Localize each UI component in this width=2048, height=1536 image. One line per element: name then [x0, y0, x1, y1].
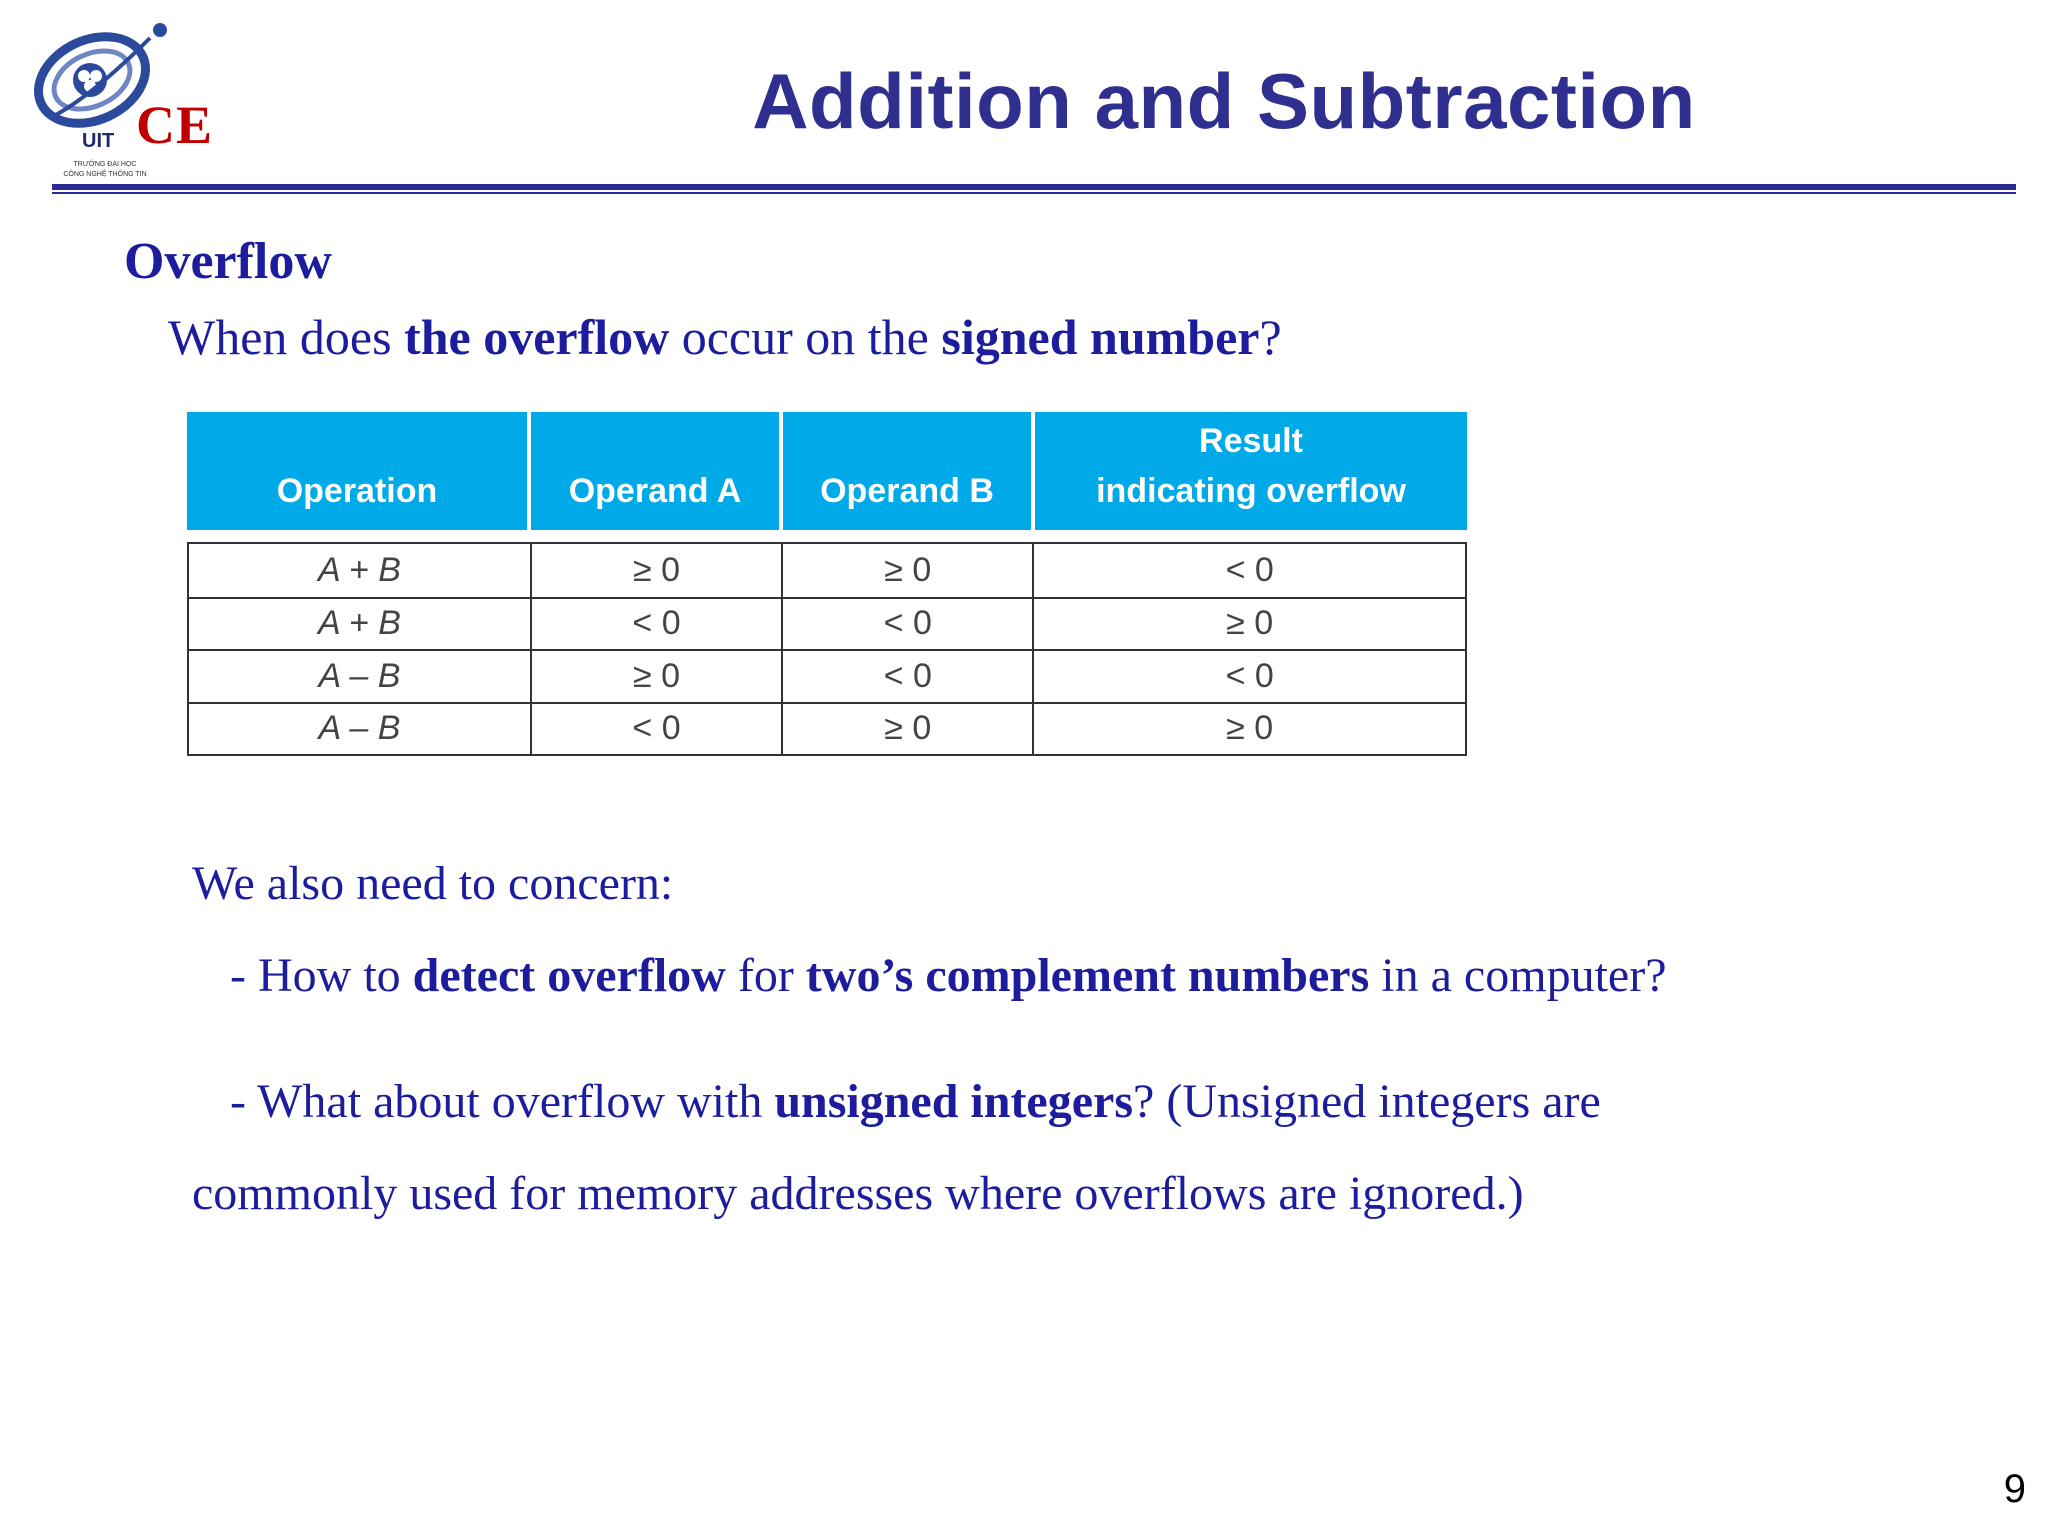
header-operation: Operation — [187, 412, 531, 530]
concern-item-unsigned-continued: commonly used for memory addresses where overflows are ignored.) — [192, 1167, 1524, 1220]
cell-operation: A – B — [189, 651, 532, 702]
uit-label: UIT — [82, 130, 115, 152]
logo-subtitle-line1: TRƯỜNG ĐẠI HỌC — [73, 161, 137, 168]
cell-operand-b: < 0 — [783, 599, 1034, 650]
section-heading: Overflow — [124, 233, 332, 290]
cell-operation: A – B — [189, 704, 532, 755]
ce-label: CE — [136, 95, 214, 155]
title-divider — [52, 184, 2016, 190]
cell-operation: A + B — [189, 599, 532, 650]
cell-operand-a: < 0 — [532, 599, 783, 650]
title-divider-thin — [52, 192, 2016, 194]
cell-operand-b: ≥ 0 — [783, 704, 1034, 755]
overflow-conditions-table — [187, 412, 1467, 756]
uit-ce-logo — [30, 18, 220, 188]
table-row — [189, 597, 1465, 650]
cell-operation: A + B — [189, 544, 532, 597]
table-body — [187, 542, 1467, 756]
cell-operand-a: ≥ 0 — [532, 651, 783, 702]
cell-result: ≥ 0 — [1226, 604, 1274, 643]
page-number: 9 — [2003, 1467, 2026, 1511]
cell-operand-a: ≥ 0 — [532, 544, 783, 597]
slide-title: Addition and Subtraction — [752, 57, 1696, 145]
header-operand-a: Operand A — [531, 412, 783, 530]
cell-operand-a: < 0 — [532, 704, 783, 755]
table-header — [187, 412, 1467, 530]
cell-result: ≥ 0 — [1226, 709, 1274, 748]
question-text: When does the overflow occur on the signed number? — [168, 309, 1282, 365]
header-result — [1035, 412, 1467, 530]
concern-item-detect: - How to detect overflow for two’s complement numbers in a computer? — [230, 949, 1667, 1002]
table-row — [189, 544, 1465, 597]
logo-subtitle-line2: CÔNG NGHỆ THÔNG TIN — [63, 171, 147, 178]
table-row — [189, 649, 1465, 702]
table-row — [189, 702, 1465, 755]
cell-operand-b: ≥ 0 — [783, 544, 1034, 597]
header-result-line1: Result — [1199, 422, 1303, 460]
cell-operand-b: < 0 — [783, 651, 1034, 702]
cell-result: < 0 — [1225, 656, 1274, 695]
header-operand-b: Operand B — [783, 412, 1035, 530]
header-result-line2: indicating overflow — [1096, 472, 1406, 510]
concern-item-unsigned: - What about overflow with unsigned integers? (Unsigned integers are — [230, 1075, 1601, 1128]
concerns-intro: We also need to concern: — [192, 857, 674, 910]
cell-result: < 0 — [1225, 550, 1274, 589]
